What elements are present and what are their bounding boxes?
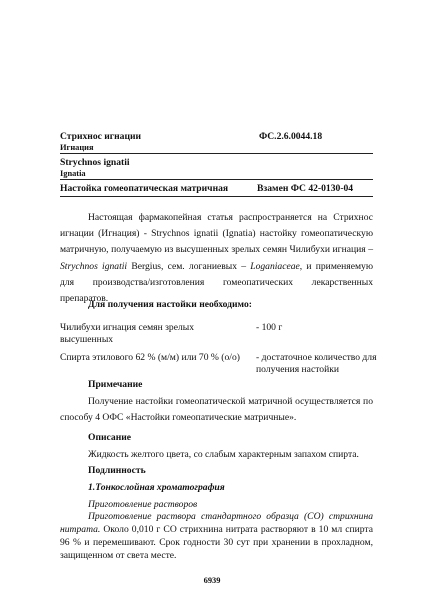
recipe-item-2-amount: - достаточное количество для получения настойки — [256, 352, 377, 375]
title-ru: Стрихнос игнации — [60, 131, 142, 142]
header-rule-1 — [60, 153, 373, 154]
intro-text-1: Настоящая фармакопейная статья распространяется на Стрихнос игнации (Игнация) - Strychnos ignatii (Ignatia) настойку гомеопатическую матричную, получаемую из высушенных зрелых семян Чилибухи игнация – — [60, 212, 373, 256]
title-ru-sub: Игнация — [60, 143, 94, 152]
prep-lead-italic: Приготовление раствора стандартного образца (СО) стрихнина нитрата. — [60, 511, 373, 535]
tlc-subheading: 1.Тонкослойная хроматография — [88, 482, 225, 493]
replaces: Взамен ФС 42-0130-04 — [257, 183, 354, 194]
monograph-code: ФС.2.6.0044.18 — [259, 131, 323, 142]
title-lat-sub: Ignatia — [60, 169, 86, 178]
authenticity-heading: Подлинность — [88, 465, 146, 476]
intro-family-italic: Loganiaceae — [250, 260, 300, 272]
prep-heading: Приготовление растворов — [88, 499, 198, 510]
note-text: Получение настойки гомеопатической матричной осуществляется по способу 4 ОФС «Настойки гомеопатические матричные». — [60, 396, 373, 424]
header-rule-2 — [60, 179, 373, 180]
header-rule-3 — [60, 196, 373, 197]
intro-text-end: , и применяемую для производства/изготовления гомеопатических лекарственных препаратов. — [60, 260, 373, 305]
description-heading: Описание — [88, 432, 132, 443]
intro-paragraph — [60, 210, 373, 307]
prep-text: Около 0,010 г СО стрихнина нитрата растворяют в 10 мл спирта 96 % и перемешивают. Срок годности 30 сут при хранении в прохладном, защищенном от света месте. — [60, 524, 373, 561]
title-lat: Strychnos ignatii — [60, 157, 130, 168]
recipe-item-2-name: Спирта этилового 62 % (м/м) или 70 % (о/о) — [60, 352, 240, 363]
page-number: 6939 — [203, 576, 221, 585]
prep-paragraph — [60, 510, 373, 562]
intro-species-italic: Strychnos ignatii — [60, 260, 128, 272]
description-text: Жидкость желтого цвета, со слабым характерным запахом спирта. — [88, 449, 359, 460]
recipe-heading: Для получения настойки необходимо: — [88, 299, 252, 310]
recipe-item-1-amount: - 100 г — [256, 322, 283, 333]
subtitle: Настойка гомеопатическая матричная — [60, 183, 229, 194]
recipe-item-1-name: Чилибухи игнация семян зрелых высушенных — [60, 322, 194, 345]
note-heading: Примечание — [88, 379, 143, 390]
intro-author: Bergius, сем. логаниевых – — [127, 260, 251, 272]
